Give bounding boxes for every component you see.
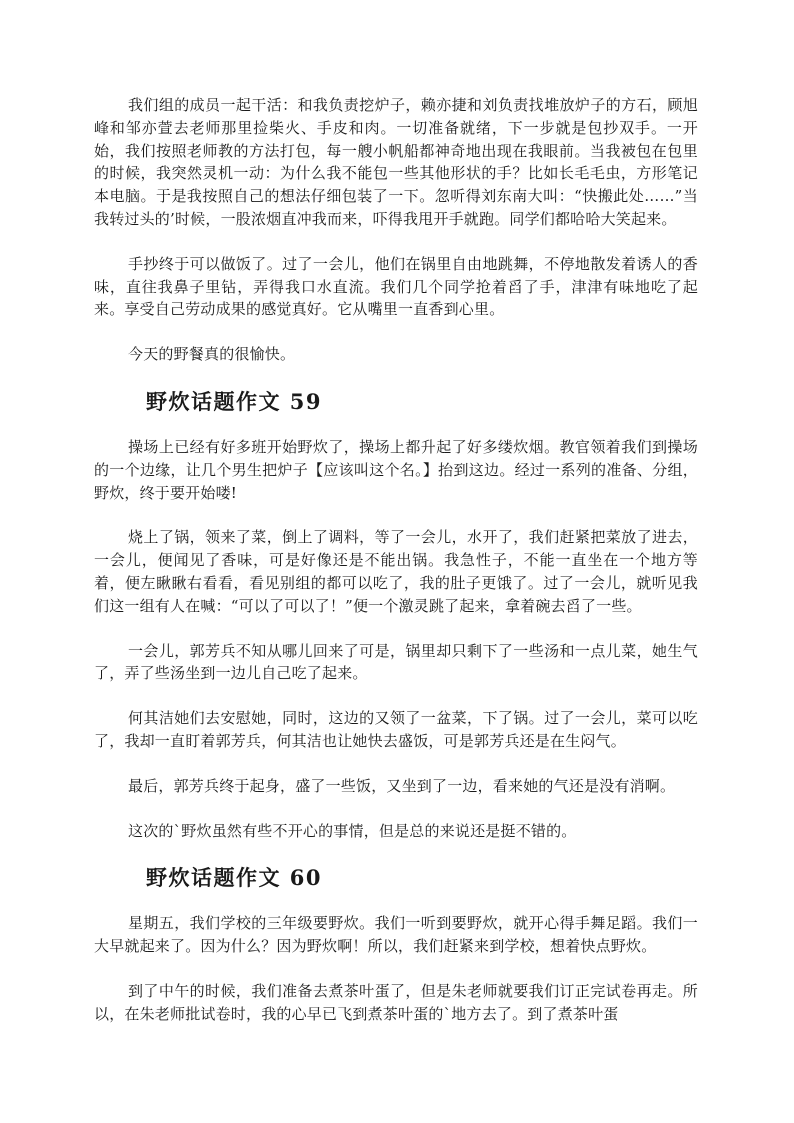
paragraph: 何其洁她们去安慰她，同时，这边的又领了一盆菜，下了锅。过了一会儿，菜可以吃了，我却一直盯着郭芳兵，何其洁也让她快去盛饭，可是郭芳兵还是在生闷气。 <box>94 709 698 750</box>
paragraph: 一会儿，郭芳兵不知从哪儿回来了可是，锅里却只剩下了一些汤和一点儿菜，她生气了，弄了些汤坐到一边儿自己吃了起来。 <box>94 641 698 683</box>
paragraph: 今天的野餐真的很愉快。 <box>128 345 296 364</box>
paragraph: 操场上已经有好多班开始野炊了，操场上都升起了好多缕炊烟。教官领着我们到操场的一个边缘，让几个男生把炉子【应该叫这个名。】抬到这边。经过一系列的准备、分组，野炊，终于要开始喽! <box>94 437 698 502</box>
document-body <box>94 94 698 1048</box>
paragraph: 我们组的成员一起干活：和我负责挖炉子，赖亦捷和刘负责找堆放炉子的方石，顾旭峰和邹亦萱去老师那里捡柴火、手皮和肉。一切准备就绪，下一步就是包抄双手。一开始，我们按照老师教的方法打包，每一艘小帆船都神奇地出现在我眼前。当我被包在包里的时候，我突然灵机一动：为什么我不能包一些其他形状的手？比如长毛毛虫，方形笔记本电脑。于是我按照自己的想法仔细包装了一下。忽听得刘东南大叫：“快搬此处……”当我转过头的’时候，一股浓烟直冲我而来，吓得我甩开手就跑。同学们都哈哈大笑起来。 <box>94 96 698 228</box>
section-heading: 野炊话题作文 59 <box>146 388 323 414</box>
paragraph: 手抄终于可以做饭了。过了一会儿，他们在锅里自由地跳舞，不停地散发着诱人的香味，直往我鼻子里钻，弄得我口水直流。我们几个同学抢着舀了手，津津有味地吃了起来。享受自己劳动成果的感觉真好。它从嘴里一直香到心里。 <box>94 254 698 319</box>
paragraph: 星期五，我们学校的三年级要野炊。我们一听到要野炊，就开心得手舞足蹈。我们一大早就起来了。因为什么？因为野炊啊！所以，我们赶紧来到学校，想着快点野炊。 <box>94 914 698 956</box>
paragraph: 最后，郭芳兵终于起身，盛了一些饭，又坐到了一边，看来她的气还是没有消啊。 <box>128 776 676 795</box>
paragraph: 这次的`野炊虽然有些不开心的事情，但是总的来说还是挺不错的。 <box>128 821 577 840</box>
section-heading: 野炊话题作文 60 <box>146 865 323 891</box>
paragraph: 烧上了锅，领来了菜，倒上了调料，等了一会儿，水开了，我们赶紧把菜放了进去，一会儿，便闻见了香味，可是好像还是不能出锅。我急性子，不能一直坐在一个地方等着，便左瞅瞅右看看，看见别组的都可以吃了，我的肚子更饿了。过了一会儿，就听见我们这一组有人在喊：“可以了可以了！”便一个激灵跳了起来，拿着碗去舀了一些。 <box>94 528 698 615</box>
paragraph: 到了中午的时候，我们准备去煮茶叶蛋了，但是朱老师就要我们订正完试卷再走。所以，在朱老师批试卷时，我的心早已飞到煮茶叶蛋的`地方去了。到了煮茶叶蛋 <box>94 981 698 1023</box>
